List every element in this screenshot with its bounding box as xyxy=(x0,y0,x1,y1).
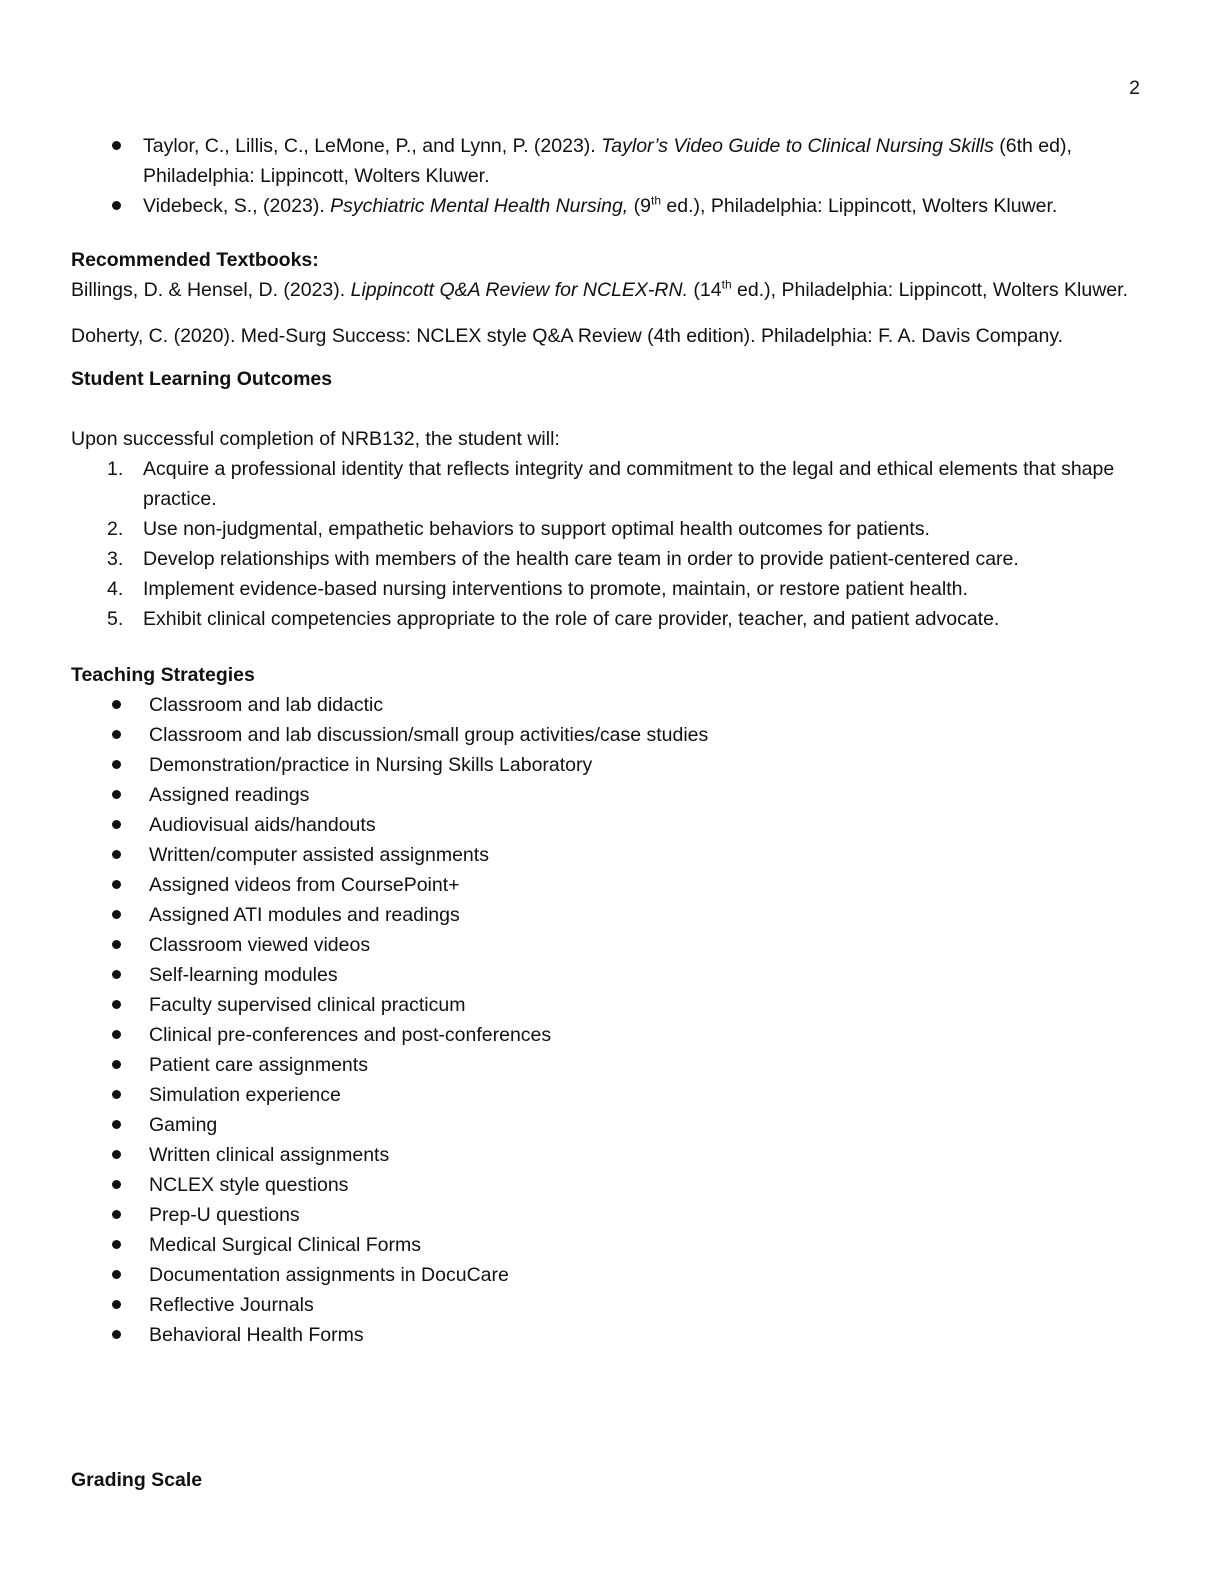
reference-title: Taylor’s Video Guide to Clinical Nursing Skills xyxy=(601,135,994,157)
page-content xyxy=(71,131,1146,1350)
outcome-text: Acquire a professional identity that reflects integrity and commitment to the legal and ethical elements that shape practice. xyxy=(143,458,1115,510)
strategy-item: Classroom viewed videos xyxy=(71,930,1146,960)
reference-details: ed.), Philadelphia: Lippincott, Wolters Kluwer. xyxy=(661,195,1058,217)
strategy-item: Medical Surgical Clinical Forms xyxy=(71,1230,1146,1260)
strategy-item: Patient care assignments xyxy=(71,1050,1146,1080)
reference-details: ed.), Philadelphia: Lippincott, Wolters Kluwer. xyxy=(731,279,1128,301)
learning-outcomes-intro: Upon successful completion of NRB132, the student will: xyxy=(71,428,560,450)
outcome-item xyxy=(71,514,1146,544)
outcome-number: 5. xyxy=(107,608,124,630)
reference-doherty: Doherty, C. (2020). Med-Surg Success: NCLEX style Q&A Review (4th edition). Philadelphia: F. A. Davis Company. xyxy=(71,325,1064,347)
recommended-textbooks-heading: Recommended Textbooks: xyxy=(71,249,319,271)
strategy-item: Assigned readings xyxy=(71,780,1146,810)
reference-authors: Billings, D. & Hensel, D. (2023). xyxy=(71,279,351,301)
reference-details: (6th ed), Philadelphia: Lippincott, Wolters Kluwer. xyxy=(143,135,1072,187)
outcome-text: Implement evidence-based nursing interventions to promote, maintain, or restore patient health. xyxy=(143,578,968,600)
reference-title: Lippincott Q&A Review for NCLEX-RN. xyxy=(350,279,689,301)
strategy-item: Simulation experience xyxy=(71,1080,1146,1110)
reference-billings xyxy=(71,275,1146,305)
outcome-number: 1. xyxy=(107,458,124,480)
reference-taylor xyxy=(71,131,1146,191)
strategy-item: Prep-U questions xyxy=(71,1200,1146,1230)
page-number: 2 xyxy=(1129,77,1140,99)
strategy-item: Audiovisual aids/handouts xyxy=(71,810,1146,840)
reference-authors: Videbeck, S., (2023). xyxy=(143,195,331,217)
reference-edition: (14 xyxy=(688,279,722,301)
grading-scale-heading: Grading Scale xyxy=(71,1469,203,1491)
required-references-list xyxy=(71,131,1146,221)
strategy-item: Classroom and lab discussion/small group activities/case studies xyxy=(71,720,1146,750)
strategy-item: Assigned ATI modules and readings xyxy=(71,900,1146,930)
outcome-number: 2. xyxy=(107,518,124,540)
strategy-item: Written/computer assisted assignments xyxy=(71,840,1146,870)
strategy-item: Gaming xyxy=(71,1110,1146,1140)
reference-videbeck xyxy=(71,191,1146,221)
reference-title: Psychiatric Mental Health Nursing, xyxy=(330,195,629,217)
teaching-strategies-heading: Teaching Strategies xyxy=(71,664,255,686)
outcome-item xyxy=(71,544,1146,574)
strategy-item: Assigned videos from CoursePoint+ xyxy=(71,870,1146,900)
reference-edition: (9 xyxy=(628,195,651,217)
outcome-item xyxy=(71,604,1146,634)
learning-outcomes-list xyxy=(71,454,1146,634)
strategy-item: Reflective Journals xyxy=(71,1290,1146,1320)
teaching-strategies-list xyxy=(71,690,1146,1350)
outcome-text: Exhibit clinical competencies appropriate to the role of care provider, teacher, and patient advocate. xyxy=(143,608,1000,630)
reference-edition-suffix: th xyxy=(650,193,661,208)
strategy-item: Behavioral Health Forms xyxy=(71,1320,1146,1350)
reference-authors: Taylor, C., Lillis, C., LeMone, P., and Lynn, P. (2023). xyxy=(143,135,602,157)
strategy-item: NCLEX style questions xyxy=(71,1170,1146,1200)
strategy-item: Faculty supervised clinical practicum xyxy=(71,990,1146,1020)
strategy-item: Written clinical assignments xyxy=(71,1140,1146,1170)
outcome-item xyxy=(71,574,1146,604)
outcome-text: Use non-judgmental, empathetic behaviors to support optimal health outcomes for patients. xyxy=(143,518,930,540)
outcome-text: Develop relationships with members of the health care team in order to provide patient-centered care. xyxy=(143,548,1019,570)
outcome-item xyxy=(71,454,1146,514)
learning-outcomes-heading: Student Learning Outcomes xyxy=(71,368,333,390)
strategy-item: Self-learning modules xyxy=(71,960,1146,990)
strategy-item: Documentation assignments in DocuCare xyxy=(71,1260,1146,1290)
reference-edition-suffix: th xyxy=(721,277,732,292)
strategy-item: Demonstration/practice in Nursing Skills Laboratory xyxy=(71,750,1146,780)
outcome-number: 3. xyxy=(107,548,124,570)
strategy-item: Clinical pre-conferences and post-conferences xyxy=(71,1020,1146,1050)
outcome-number: 4. xyxy=(107,578,124,600)
strategy-item: Classroom and lab didactic xyxy=(71,690,1146,720)
